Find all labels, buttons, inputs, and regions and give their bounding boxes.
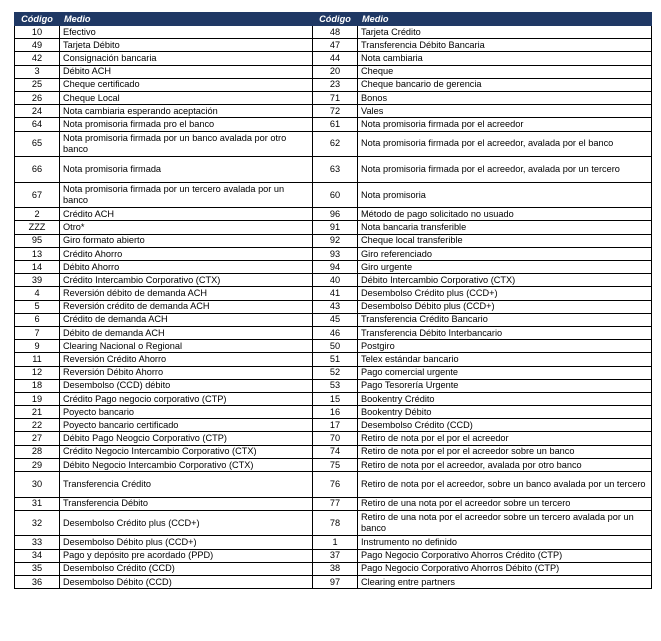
table-row xyxy=(15,562,652,575)
code-cell-right: 16 xyxy=(313,406,358,419)
medio-cell-right: Giro urgente xyxy=(358,261,652,274)
code-cell-right: 53 xyxy=(313,379,358,392)
medio-cell-right: Vales xyxy=(358,105,652,118)
code-cell-left: 2 xyxy=(15,208,60,221)
code-cell-left: 30 xyxy=(15,472,60,498)
code-cell-right: 48 xyxy=(313,26,358,39)
code-cell-left: 34 xyxy=(15,549,60,562)
table-row xyxy=(15,432,652,445)
medio-cell-left: Crédito Ahorro xyxy=(60,247,313,260)
medio-cell-right: Retiro de una nota por el acreedor sobre un tercero xyxy=(358,497,652,510)
medio-cell-right: Cheque xyxy=(358,65,652,78)
code-cell-right: 23 xyxy=(313,78,358,91)
table-row xyxy=(15,353,652,366)
code-cell-left: 6 xyxy=(15,313,60,326)
table-row xyxy=(15,445,652,458)
medio-cell-right: Pago Negocio Corporativo Ahorros Crédito (CTP) xyxy=(358,549,652,562)
code-cell-right: 60 xyxy=(313,182,358,208)
medio-cell-right: Transferencia Crédito Bancario xyxy=(358,313,652,326)
payment-methods-table-container xyxy=(14,12,651,589)
table-row xyxy=(15,366,652,379)
code-cell-right: 78 xyxy=(313,510,358,536)
table-row xyxy=(15,300,652,313)
medio-cell-right: Cheque bancario de gerencia xyxy=(358,78,652,91)
code-cell-left: 66 xyxy=(15,157,60,183)
medio-cell-left: Crédito de demanda ACH xyxy=(60,313,313,326)
table-row xyxy=(15,549,652,562)
table-row xyxy=(15,234,652,247)
medio-cell-right: Clearing entre partners xyxy=(358,575,652,588)
medio-cell-left: Desembolso Crédito (CCD) xyxy=(60,562,313,575)
code-cell-right: 77 xyxy=(313,497,358,510)
medio-cell-right: Retiro de nota por el por el acreedor sobre un banco xyxy=(358,445,652,458)
table-row xyxy=(15,131,652,157)
medio-cell-left: Reversión crédito de demanda ACH xyxy=(60,300,313,313)
header-medio-right: Medio xyxy=(358,13,652,26)
code-cell-left: 13 xyxy=(15,247,60,260)
code-cell-right: 96 xyxy=(313,208,358,221)
code-cell-right: 71 xyxy=(313,91,358,104)
medio-cell-left: Tarjeta Débito xyxy=(60,39,313,52)
code-cell-left: 22 xyxy=(15,419,60,432)
medio-cell-left: Reversión débito de demanda ACH xyxy=(60,287,313,300)
code-cell-left: 39 xyxy=(15,274,60,287)
table-row xyxy=(15,52,652,65)
code-cell-left: 36 xyxy=(15,575,60,588)
code-cell-right: 1 xyxy=(313,536,358,549)
code-cell-right: 15 xyxy=(313,392,358,405)
medio-cell-left: Clearing Nacional o Regional xyxy=(60,340,313,353)
medio-cell-right: Transferencia Débito Interbancario xyxy=(358,326,652,339)
code-cell-right: 62 xyxy=(313,131,358,157)
table-row xyxy=(15,406,652,419)
table-row xyxy=(15,105,652,118)
medio-cell-left: Cheque certificado xyxy=(60,78,313,91)
medio-cell-right: Giro referenciado xyxy=(358,247,652,260)
table-row xyxy=(15,78,652,91)
medio-cell-right: Nota promisoria firmada por el acreedor xyxy=(358,118,652,131)
code-cell-right: 61 xyxy=(313,118,358,131)
code-cell-right: 51 xyxy=(313,353,358,366)
medio-cell-left: Poyecto bancario certificado xyxy=(60,419,313,432)
medio-cell-right: Pago Tesorería Urgente xyxy=(358,379,652,392)
medio-cell-left: Débito Negocio Intercambio Corporativo (CTX) xyxy=(60,458,313,471)
code-cell-left: 21 xyxy=(15,406,60,419)
table-row xyxy=(15,472,652,498)
medio-cell-left: Débito Pago Neogcio Corporativo (CTP) xyxy=(60,432,313,445)
table-row xyxy=(15,247,652,260)
medio-cell-right: Desembolso Crédito plus (CCD+) xyxy=(358,287,652,300)
table-row xyxy=(15,458,652,471)
table-row xyxy=(15,287,652,300)
medio-cell-right: Bookentry Crédito xyxy=(358,392,652,405)
table-row xyxy=(15,261,652,274)
code-cell-left: 28 xyxy=(15,445,60,458)
code-cell-right: 47 xyxy=(313,39,358,52)
code-cell-right: 91 xyxy=(313,221,358,234)
table-row xyxy=(15,39,652,52)
medio-cell-right: Nota bancaria transferible xyxy=(358,221,652,234)
code-cell-right: 45 xyxy=(313,313,358,326)
medio-cell-right: Desembolso Débito plus (CCD+) xyxy=(358,300,652,313)
table-row xyxy=(15,379,652,392)
table-body xyxy=(15,26,652,589)
code-cell-right: 41 xyxy=(313,287,358,300)
table-row xyxy=(15,419,652,432)
code-cell-right: 74 xyxy=(313,445,358,458)
code-cell-left: 14 xyxy=(15,261,60,274)
table-row xyxy=(15,274,652,287)
code-cell-left: 95 xyxy=(15,234,60,247)
medio-cell-left: Efectivo xyxy=(60,26,313,39)
code-cell-left: 29 xyxy=(15,458,60,471)
medio-cell-right: Débito Intercambio Corporativo (CTX) xyxy=(358,274,652,287)
medio-cell-right: Transferencia Débito Bancaria xyxy=(358,39,652,52)
header-code-left: Código xyxy=(15,13,60,26)
code-cell-left: 7 xyxy=(15,326,60,339)
table-row xyxy=(15,182,652,208)
code-cell-right: 72 xyxy=(313,105,358,118)
medio-cell-right: Desembolso Crédito (CCD) xyxy=(358,419,652,432)
header-medio-left: Medio xyxy=(60,13,313,26)
code-cell-left: 18 xyxy=(15,379,60,392)
code-cell-left: 4 xyxy=(15,287,60,300)
code-cell-right: 94 xyxy=(313,261,358,274)
table-row xyxy=(15,65,652,78)
code-cell-right: 76 xyxy=(313,472,358,498)
medio-cell-right: Bonos xyxy=(358,91,652,104)
code-cell-right: 63 xyxy=(313,157,358,183)
table-row xyxy=(15,575,652,588)
code-cell-left: 12 xyxy=(15,366,60,379)
code-cell-left: 31 xyxy=(15,497,60,510)
code-cell-right: 20 xyxy=(313,65,358,78)
code-cell-right: 52 xyxy=(313,366,358,379)
code-cell-right: 43 xyxy=(313,300,358,313)
code-cell-left: 67 xyxy=(15,182,60,208)
medio-cell-left: Nota promisoria firmada xyxy=(60,157,313,183)
table-row xyxy=(15,221,652,234)
medio-cell-left: Desembolso (CCD) débito xyxy=(60,379,313,392)
code-cell-left: 5 xyxy=(15,300,60,313)
medio-cell-left: Consignación bancaria xyxy=(60,52,313,65)
table-row xyxy=(15,340,652,353)
medio-cell-right: Retiro de nota por el acreedor, avalada por otro banco xyxy=(358,458,652,471)
medio-cell-right: Instrumento no definido xyxy=(358,536,652,549)
table-row xyxy=(15,157,652,183)
medio-cell-left: Cheque Local xyxy=(60,91,313,104)
code-cell-left: 27 xyxy=(15,432,60,445)
medio-cell-left: Transferencia Crédito xyxy=(60,472,313,498)
medio-cell-right: Tarjeta Crédito xyxy=(358,26,652,39)
medio-cell-left: Crédito Pago negocio corporativo (CTP) xyxy=(60,392,313,405)
code-cell-left: 26 xyxy=(15,91,60,104)
medio-cell-left: Poyecto bancario xyxy=(60,406,313,419)
code-cell-left: 65 xyxy=(15,131,60,157)
code-cell-left: ZZZ xyxy=(15,221,60,234)
code-cell-left: 19 xyxy=(15,392,60,405)
medio-cell-right: Nota promisoria firmada por el acreedor, avalada por un tercero xyxy=(358,157,652,183)
table-row xyxy=(15,510,652,536)
payment-methods-table xyxy=(14,12,652,589)
table-row xyxy=(15,26,652,39)
medio-cell-right: Nota promisoria xyxy=(358,182,652,208)
medio-cell-right: Pago comercial urgente xyxy=(358,366,652,379)
medio-cell-left: Desembolso Crédito plus (CCD+) xyxy=(60,510,313,536)
medio-cell-left: Desembolso Débito (CCD) xyxy=(60,575,313,588)
table-row xyxy=(15,392,652,405)
medio-cell-left: Transferencia Débito xyxy=(60,497,313,510)
medio-cell-left: Nota promisoria firmada por un banco avalada por otro banco xyxy=(60,131,313,157)
code-cell-right: 93 xyxy=(313,247,358,260)
table-row xyxy=(15,313,652,326)
code-cell-right: 46 xyxy=(313,326,358,339)
code-cell-left: 9 xyxy=(15,340,60,353)
medio-cell-left: Pago y depósito pre acordado (PPD) xyxy=(60,549,313,562)
table-row xyxy=(15,536,652,549)
code-cell-right: 97 xyxy=(313,575,358,588)
code-cell-right: 17 xyxy=(313,419,358,432)
code-cell-right: 37 xyxy=(313,549,358,562)
medio-cell-left: Nota cambiaria esperando aceptación xyxy=(60,105,313,118)
code-cell-right: 40 xyxy=(313,274,358,287)
medio-cell-right: Retiro de nota por el acreedor, sobre un banco avalada por un tercero xyxy=(358,472,652,498)
code-cell-right: 44 xyxy=(313,52,358,65)
code-cell-right: 75 xyxy=(313,458,358,471)
code-cell-left: 35 xyxy=(15,562,60,575)
table-row xyxy=(15,208,652,221)
medio-cell-left: Giro formato abierto xyxy=(60,234,313,247)
medio-cell-left: Otro* xyxy=(60,221,313,234)
header-row xyxy=(15,13,652,26)
code-cell-right: 38 xyxy=(313,562,358,575)
medio-cell-right: Bookentry Débito xyxy=(358,406,652,419)
medio-cell-right: Nota cambiaria xyxy=(358,52,652,65)
medio-cell-left: Desembolso Débito plus (CCD+) xyxy=(60,536,313,549)
medio-cell-right: Método de pago solicitado no usuado xyxy=(358,208,652,221)
medio-cell-left: Crédito Intercambio Corporativo (CTX) xyxy=(60,274,313,287)
code-cell-left: 49 xyxy=(15,39,60,52)
code-cell-left: 25 xyxy=(15,78,60,91)
medio-cell-right: Postgiro xyxy=(358,340,652,353)
code-cell-left: 3 xyxy=(15,65,60,78)
medio-cell-left: Débito Ahorro xyxy=(60,261,313,274)
medio-cell-right: Pago Negocio Corporativo Ahorros Débito (CTP) xyxy=(358,562,652,575)
medio-cell-left: Crédito ACH xyxy=(60,208,313,221)
medio-cell-right: Retiro de nota por el por el acreedor xyxy=(358,432,652,445)
medio-cell-right: Cheque local transferible xyxy=(358,234,652,247)
header-code-right: Código xyxy=(313,13,358,26)
medio-cell-left: Nota promisoria firmada pro el banco xyxy=(60,118,313,131)
code-cell-left: 24 xyxy=(15,105,60,118)
table-row xyxy=(15,326,652,339)
code-cell-right: 50 xyxy=(313,340,358,353)
medio-cell-left: Nota promisoria firmada por un tercero avalada por un banco xyxy=(60,182,313,208)
code-cell-left: 10 xyxy=(15,26,60,39)
medio-cell-right: Telex estándar bancario xyxy=(358,353,652,366)
medio-cell-left: Crédito Negocio Intercambio Corporativo (CTX) xyxy=(60,445,313,458)
medio-cell-left: Reversión Débito Ahorro xyxy=(60,366,313,379)
medio-cell-left: Reversión Crédito Ahorro xyxy=(60,353,313,366)
code-cell-left: 11 xyxy=(15,353,60,366)
medio-cell-left: Débito de demanda ACH xyxy=(60,326,313,339)
code-cell-left: 64 xyxy=(15,118,60,131)
medio-cell-right: Nota promisoria firmada por el acreedor, avalada por el banco xyxy=(358,131,652,157)
table-row xyxy=(15,118,652,131)
medio-cell-left: Débito ACH xyxy=(60,65,313,78)
code-cell-right: 70 xyxy=(313,432,358,445)
code-cell-right: 92 xyxy=(313,234,358,247)
code-cell-left: 33 xyxy=(15,536,60,549)
code-cell-left: 32 xyxy=(15,510,60,536)
medio-cell-right: Retiro de una nota por el acreedor sobre un tercero avalada por un banco xyxy=(358,510,652,536)
table-row xyxy=(15,91,652,104)
code-cell-left: 42 xyxy=(15,52,60,65)
table-row xyxy=(15,497,652,510)
